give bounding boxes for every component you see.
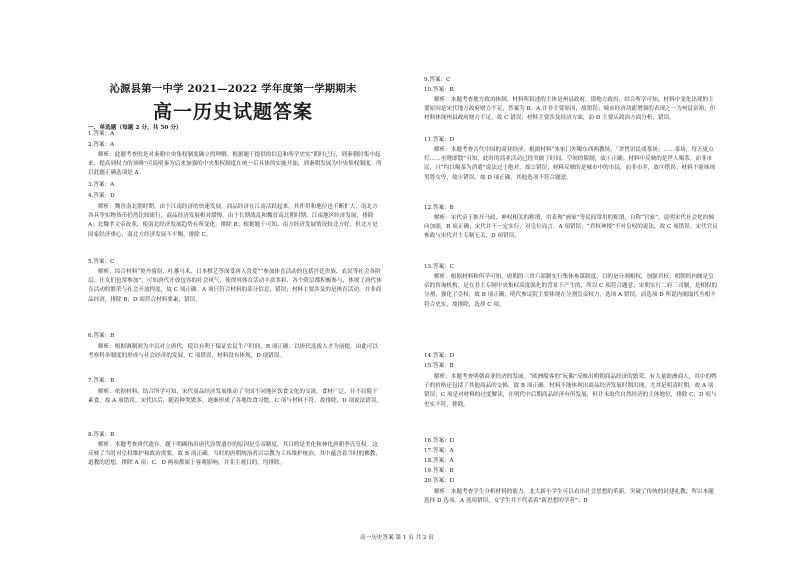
exam-header: 沁源县第一中学 2021—2022 学年度第一学期期末 [109,83,357,95]
answer-20: 20.答案：D [424,478,455,484]
answer-9: 9.答案：C [424,77,451,83]
answer-18: 18.答案：A [424,458,454,464]
answer-13: 13.答案：C [424,264,454,270]
explanation-6: 解析：根据调制剂为中以对立唐代，使以有利于保证农民生产时间，B 项正确；以唐代选拔人才为前提，由此可以考察科举制度的形成与社会经济的发展，C 项错误，材料没有体现，D 项错误。 [88,344,378,360]
answer-14: 14.答案：D [424,353,455,359]
explanation-20: 解析：本题考查学生分析材料的能力。北大新小学生可以看出社会思想的革新，突破了传统的封建礼教，所以本题选择 D 选项。A 选项错误，女学生并不代表着“新思想的学者”；B [424,489,714,505]
answer-19: 19.答案：B [424,468,454,474]
explanation-8: 解析：本题考查唐代遗存。题干明确指出唐代设置遗存的原因是皇帝制度，其目的是美化和神化唐朝李氏皇权。这反映了当时对皇权维护和政治需要，故 B 项正确。当时的唐朝统治者以宗教为工具维护统治，其中蕴含着当时的佛教、道教的思想，排除 A 项；C、D 两项都属于客观影响，并非主观目的，均排除。 [88,442,381,467]
explanation-15: 解析：本题考查明朝商业经济的发展。“欧洲船客的“玩偶”反映出明朝商品经济的繁荣，有大量欧洲商人，其中的鸭子的价格还包括了其他商品的交换，故 B 项正确。材料不能体现出商品经济发展时期出现，尤其是明清时期，故 A 项错误；C 项是对材料的过度解读，在明代中后期商品经济有所发展，但并未取代自然经济的主体地位，排除 C；D 项与史实不符，排除。 [424,374,717,408]
answer-11: 11.答案：D [424,137,455,143]
explanation-13: 解析：根据材料和所学可知，唐朝的三省六部制实行集体参谋制度，目的是分割相权，加强君权；明朝的内阁是皇帝的咨询机构，是在君主专制中央集权高度强化的背景下产生的，所以 C 项符合题意；宋朝实行二府三司制，是相权的分割，强化了皇权，故 B 项正确，明代参议院主要体现在分割皇帝权力，选项 A 错误，而选项 D 所说内阁取代丞相不符合史实，故排除，选择 C 项。 [424,274,718,308]
answer-5: 5.答案：C [88,259,115,265]
answer-6: 6.答案：B [88,333,115,339]
explanation-10: 解析：本题考查地方政治体制。材料所叙述的主体是州县政府，即地方政府，结合所学可知，材料中变化出现的主要原因是宋代地方政府财力不足，答案为 B。A 并非主要原因，故错误；城市经济功能增强的表现之一为州县富裕，但材料体现州县政府财力不足，故 C 错误；材料主要涉及经济方面，而 D 主要从政治方面分析，错误。 [424,97,716,122]
answer-16: 16.答案：D [424,438,455,444]
answer-2: 2.答案：A [88,142,115,148]
answer-1: 1.答案：A [88,131,115,137]
answer-3: 3.答案：A [88,182,115,188]
page-footer: 高一历史答案 第 1 页 共 2 页 [360,535,434,541]
answer-10: 10.答案：B [424,87,454,93]
page-title: 高一历史试题答案 [152,101,313,123]
answer-15: 15.答案：B [424,363,454,369]
answer-7: 7.答案：B [88,378,115,384]
explanation-5: 解析：综合材料“契丹骑射、吐蕃马术、日本棋艺等深受唐人喜爱”“参加体育活动的包括宫廷贵族、农民等社会各阶层，仕女们也常参加”，可知唐代开放包容的社会风气，使得其体育活动丰富多彩，各个阶层都积极参与，体现了唐代体育活动的繁荣与社会开放程度，故 C 项正确。A 项只符合材料的部分信息，错误；材料主要涉及的是体育活动，并非商品经济，排除 B；D 项符合材料要素，错误。 [88,269,382,303]
explanation-12: 解析：宋代帝王推开马政、神权相关的称谓，用表现“画家”等民间常用的称谓，自称“官家”，说明宋代社会化的倾向加强，B 项正确；宋代并不一定实行，对皇位而言，A 项错误；“君权神授”不对皇权的说法，故 C 项错误；宋代官员参政与宋代君主专制无关，D 项错误。 [424,215,718,240]
answer-8: 8.答案：B [88,432,115,438]
explanation-2: 解析：此题考查的是对秦朝中央集权制度确立的理解。根据题干提供的信息和所学史实“朝时已行，到秦朝时集中起来，提高到权力的顶峰”可说明秦为后来加强的中央集权制度在统一后具体的实施开始，到秦朝发展为中央集权制度。所以此题正确选项是 A。 [88,152,382,177]
answer-12: 12.答案：B [424,205,454,211]
explanation-11: 解析：本题考查古代中国的商业经济。根据材料“朱家门外曝东西两教场，「舍曾识民戏茶场」……茶场，每五更点灯……至晓即散”可知，此时的商业活动已经突破了时间、空间的限制，故①正确；材料中反映的是世人喝茶，而非市民，且“均以喝茶为消遣”说法过于绝对，故②错误；材料反映的是城市中的市民，而非市井，故③错误；材料不能体现男尊女卑，故④错误，故 D 项正确，其他选项不符合题意。 [424,147,716,181]
explanation-4: 解析：魏晋南北朝时期，由于江南经济的快速发展，商品经济在江南活跃起来，其作用和地位也不断扩大，南北方各具等实物货币仍然比较流行，商品经济发展相对缓慢。由于长期战乱和魏晋南北朝时期，江南地区经济发展，排除 A；北魏孝文帝改革，使南北经济发展趋势有所变化，排除 B；根据题干可知，南方经济发展情况较北方好，但北方是国家经济重心，南北方经济发展不平衡，排除 C。 [88,204,378,238]
answer-17: 17.答案：A [424,448,454,454]
explanation-7: 解析：依据材料，结合所学可知，宋代商品经济发展推动了全国不同地区饮食文化的交流，食材广泛，并不局限于素食，故 A 项错误。宋代以后，随着种类繁多，逐渐形成了各地饮食习惯，C 项与材料不符，故排除，D 项说法错误。 [88,389,382,405]
section-heading: 一、单选题（每题 2 分，共 50 分） [88,125,182,131]
answer-4: 4.答案：D [88,193,115,199]
